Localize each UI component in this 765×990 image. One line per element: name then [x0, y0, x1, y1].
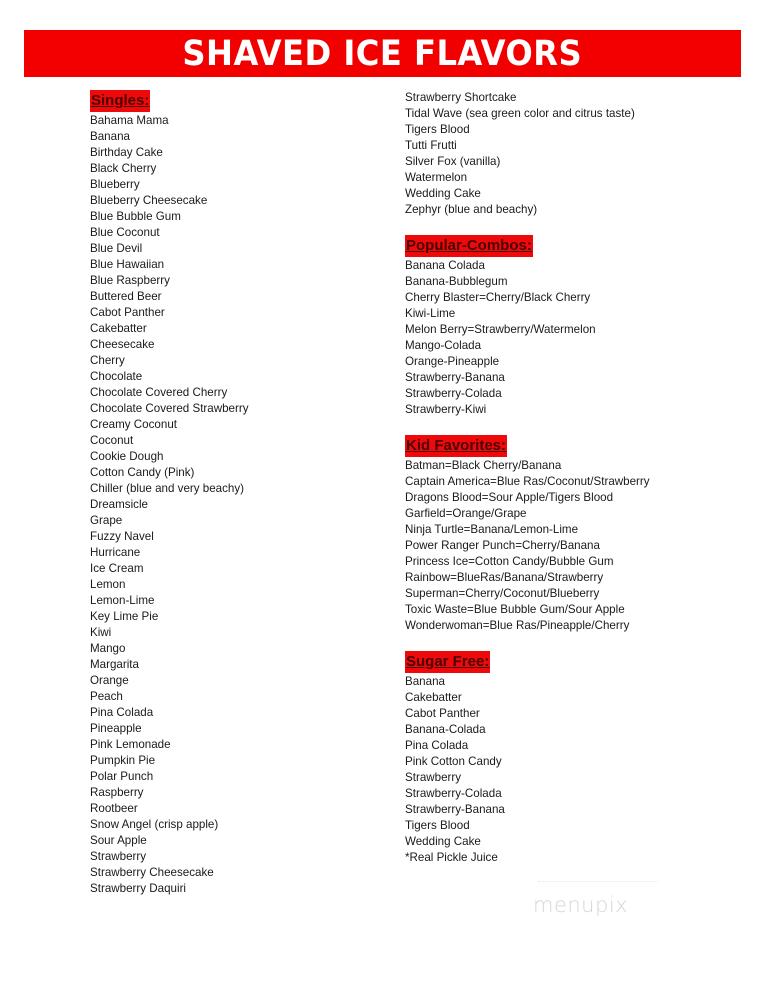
flavor-item: Tigers Blood	[405, 819, 470, 832]
flavor-item: Grape	[90, 514, 123, 527]
flavor-item: Chiller (blue and very beachy)	[90, 482, 245, 495]
flavor-item: Margarita	[90, 658, 139, 671]
flavor-item: Birthday Cake	[90, 146, 163, 159]
flavor-item: Tigers Blood	[405, 123, 470, 136]
flavor-item: Orange-Pineapple	[405, 355, 500, 368]
flavor-item: Orange	[90, 674, 129, 687]
flavor-item: Rainbow=BlueRas/Banana/Strawberry	[405, 571, 604, 584]
flavor-item: Blue Devil	[90, 242, 143, 255]
flavor-item: Bahama Mama	[90, 114, 169, 127]
section-sugar-free	[405, 651, 735, 866]
flavor-item: Pineapple	[90, 722, 142, 735]
flavor-item: Kiwi	[90, 626, 112, 639]
flavor-item: Mango	[90, 642, 126, 655]
flavor-item: Ice Cream	[90, 562, 144, 575]
section-popular-combos	[405, 235, 735, 418]
flavor-item: Buttered Beer	[90, 290, 162, 303]
section-kid-favorites	[405, 435, 735, 634]
flavor-item: Blueberry	[90, 178, 140, 191]
flavor-item: Strawberry	[90, 850, 147, 863]
spacer	[405, 634, 735, 651]
flavor-item: Hurricane	[90, 546, 141, 559]
flavor-item: Zephyr (blue and beachy)	[405, 203, 538, 216]
flavor-item: Superman=Cherry/Coconut/Blueberry	[405, 587, 600, 600]
flavor-item: Strawberry-Banana	[405, 803, 505, 816]
section-singles	[90, 90, 380, 897]
flavor-item: Dragons Blood=Sour Apple/Tigers Blood	[405, 491, 614, 504]
singles-continued-list	[405, 90, 735, 218]
section-heading-kid-favorites: Kid Favorites:	[405, 435, 507, 457]
flavor-item: Dreamsicle	[90, 498, 148, 511]
flavor-item: Cakebatter	[405, 691, 462, 704]
flavor-item: Cakebatter	[90, 322, 147, 335]
flavor-item: Snow Angel (crisp apple)	[90, 818, 219, 831]
section-heading-sugar-free: Sugar Free:	[405, 651, 490, 673]
title-banner	[24, 30, 741, 77]
flavor-item: Princess Ice=Cotton Candy/Bubble Gum	[405, 555, 614, 568]
section-singles-continued	[405, 90, 735, 218]
flavor-item: Banana Colada	[405, 259, 485, 272]
flavor-item: Kiwi-Lime	[405, 307, 456, 320]
flavor-item: Wonderwoman=Blue Ras/Pineapple/Cherry	[405, 619, 630, 632]
flavor-item: Cherry	[90, 354, 125, 367]
flavor-item: Power Ranger Punch=Cherry/Banana	[405, 539, 600, 552]
flavor-item: Strawberry Daquiri	[90, 882, 186, 895]
flavor-item: Creamy Coconut	[90, 418, 177, 431]
flavor-item: Fuzzy Navel	[90, 530, 154, 543]
flavor-item: Watermelon	[405, 171, 468, 184]
flavor-item: Pink Lemonade	[90, 738, 171, 751]
flavor-item: Tidal Wave (sea green color and citrus taste)	[405, 107, 635, 120]
flavor-item: Cabot Panther	[405, 707, 480, 720]
flavor-item: Coconut	[90, 434, 134, 447]
flavor-item: Blue Coconut	[90, 226, 160, 239]
flavor-item: Blue Raspberry	[90, 274, 170, 287]
flavor-item: Tutti Frutti	[405, 139, 457, 152]
flavor-item: Chocolate	[90, 370, 143, 383]
flavor-item: Blue Bubble Gum	[90, 210, 181, 223]
left-column	[90, 90, 380, 897]
flavor-item: Chocolate Covered Cherry	[90, 386, 228, 399]
flavor-item: Cheesecake	[90, 338, 155, 351]
flavor-item: Silver Fox (vanilla)	[405, 155, 501, 168]
flavor-item: Rootbeer	[90, 802, 138, 815]
flavor-item: Strawberry-Colada	[405, 787, 502, 800]
watermark-decoration	[538, 881, 658, 885]
flavor-item: Banana-Bubblegum	[405, 275, 508, 288]
flavor-item: Strawberry Shortcake	[405, 91, 517, 104]
watermark-logo: menupix	[533, 893, 629, 917]
spacer	[405, 218, 735, 235]
flavor-item: Pina Colada	[405, 739, 469, 752]
singles-list	[90, 113, 380, 897]
flavor-item: Pumpkin Pie	[90, 754, 156, 767]
flavor-item: Lemon	[90, 578, 126, 591]
section-heading-singles: Singles:	[90, 90, 150, 112]
flavor-item: Pina Colada	[90, 706, 154, 719]
flavor-item: Pink Cotton Candy	[405, 755, 502, 768]
page-title: SHAVED ICE FLAVORS	[182, 33, 583, 74]
flavor-item: Strawberry-Banana	[405, 371, 505, 384]
popular-combos-list	[405, 258, 735, 418]
flavor-item: Wedding Cake	[405, 187, 481, 200]
flavor-item: Cabot Panther	[90, 306, 165, 319]
flavor-item: Garfield=Orange/Grape	[405, 507, 527, 520]
flavor-item: Blue Hawaiian	[90, 258, 165, 271]
flavor-item: Banana-Colada	[405, 723, 486, 736]
flavor-item: Batman=Black Cherry/Banana	[405, 459, 562, 472]
flavor-item: Toxic Waste=Blue Bubble Gum/Sour Apple	[405, 603, 625, 616]
flavor-item: Captain America=Blue Ras/Coconut/Strawberry	[405, 475, 650, 488]
flavor-item: Strawberry-Kiwi	[405, 403, 487, 416]
flavor-item: Mango-Colada	[405, 339, 482, 352]
flavor-item: Raspberry	[90, 786, 144, 799]
flavor-item: Wedding Cake	[405, 835, 481, 848]
flavor-item: Banana	[90, 130, 130, 143]
flavor-item: Melon Berry=Strawberry/Watermelon	[405, 323, 596, 336]
kid-favorites-list	[405, 458, 735, 634]
flavor-item: Ninja Turtle=Banana/Lemon-Lime	[405, 523, 579, 536]
flavor-item: Strawberry-Colada	[405, 387, 502, 400]
flavor-item: Polar Punch	[90, 770, 154, 783]
section-heading-popular-combos: Popular-Combos:	[405, 235, 533, 257]
flavor-item: Cookie Dough	[90, 450, 164, 463]
flavor-item: Cotton Candy (Pink)	[90, 466, 195, 479]
flavor-item: Lemon-Lime	[90, 594, 155, 607]
flavor-item: Banana	[405, 675, 445, 688]
flavor-item: Key Lime Pie	[90, 610, 159, 623]
sugar-free-list	[405, 674, 735, 866]
flavor-item: Strawberry Cheesecake	[90, 866, 214, 879]
flavor-item: Black Cherry	[90, 162, 157, 175]
flavor-item: Strawberry	[405, 771, 462, 784]
spacer	[405, 418, 735, 435]
flavor-item: Chocolate Covered Strawberry	[90, 402, 249, 415]
flavor-item: Blueberry Cheesecake	[90, 194, 208, 207]
flavor-item: Cherry Blaster=Cherry/Black Cherry	[405, 291, 591, 304]
flavor-item: *Real Pickle Juice	[405, 851, 498, 864]
right-column	[405, 90, 735, 866]
flavor-item: Peach	[90, 690, 123, 703]
flavor-item: Sour Apple	[90, 834, 147, 847]
